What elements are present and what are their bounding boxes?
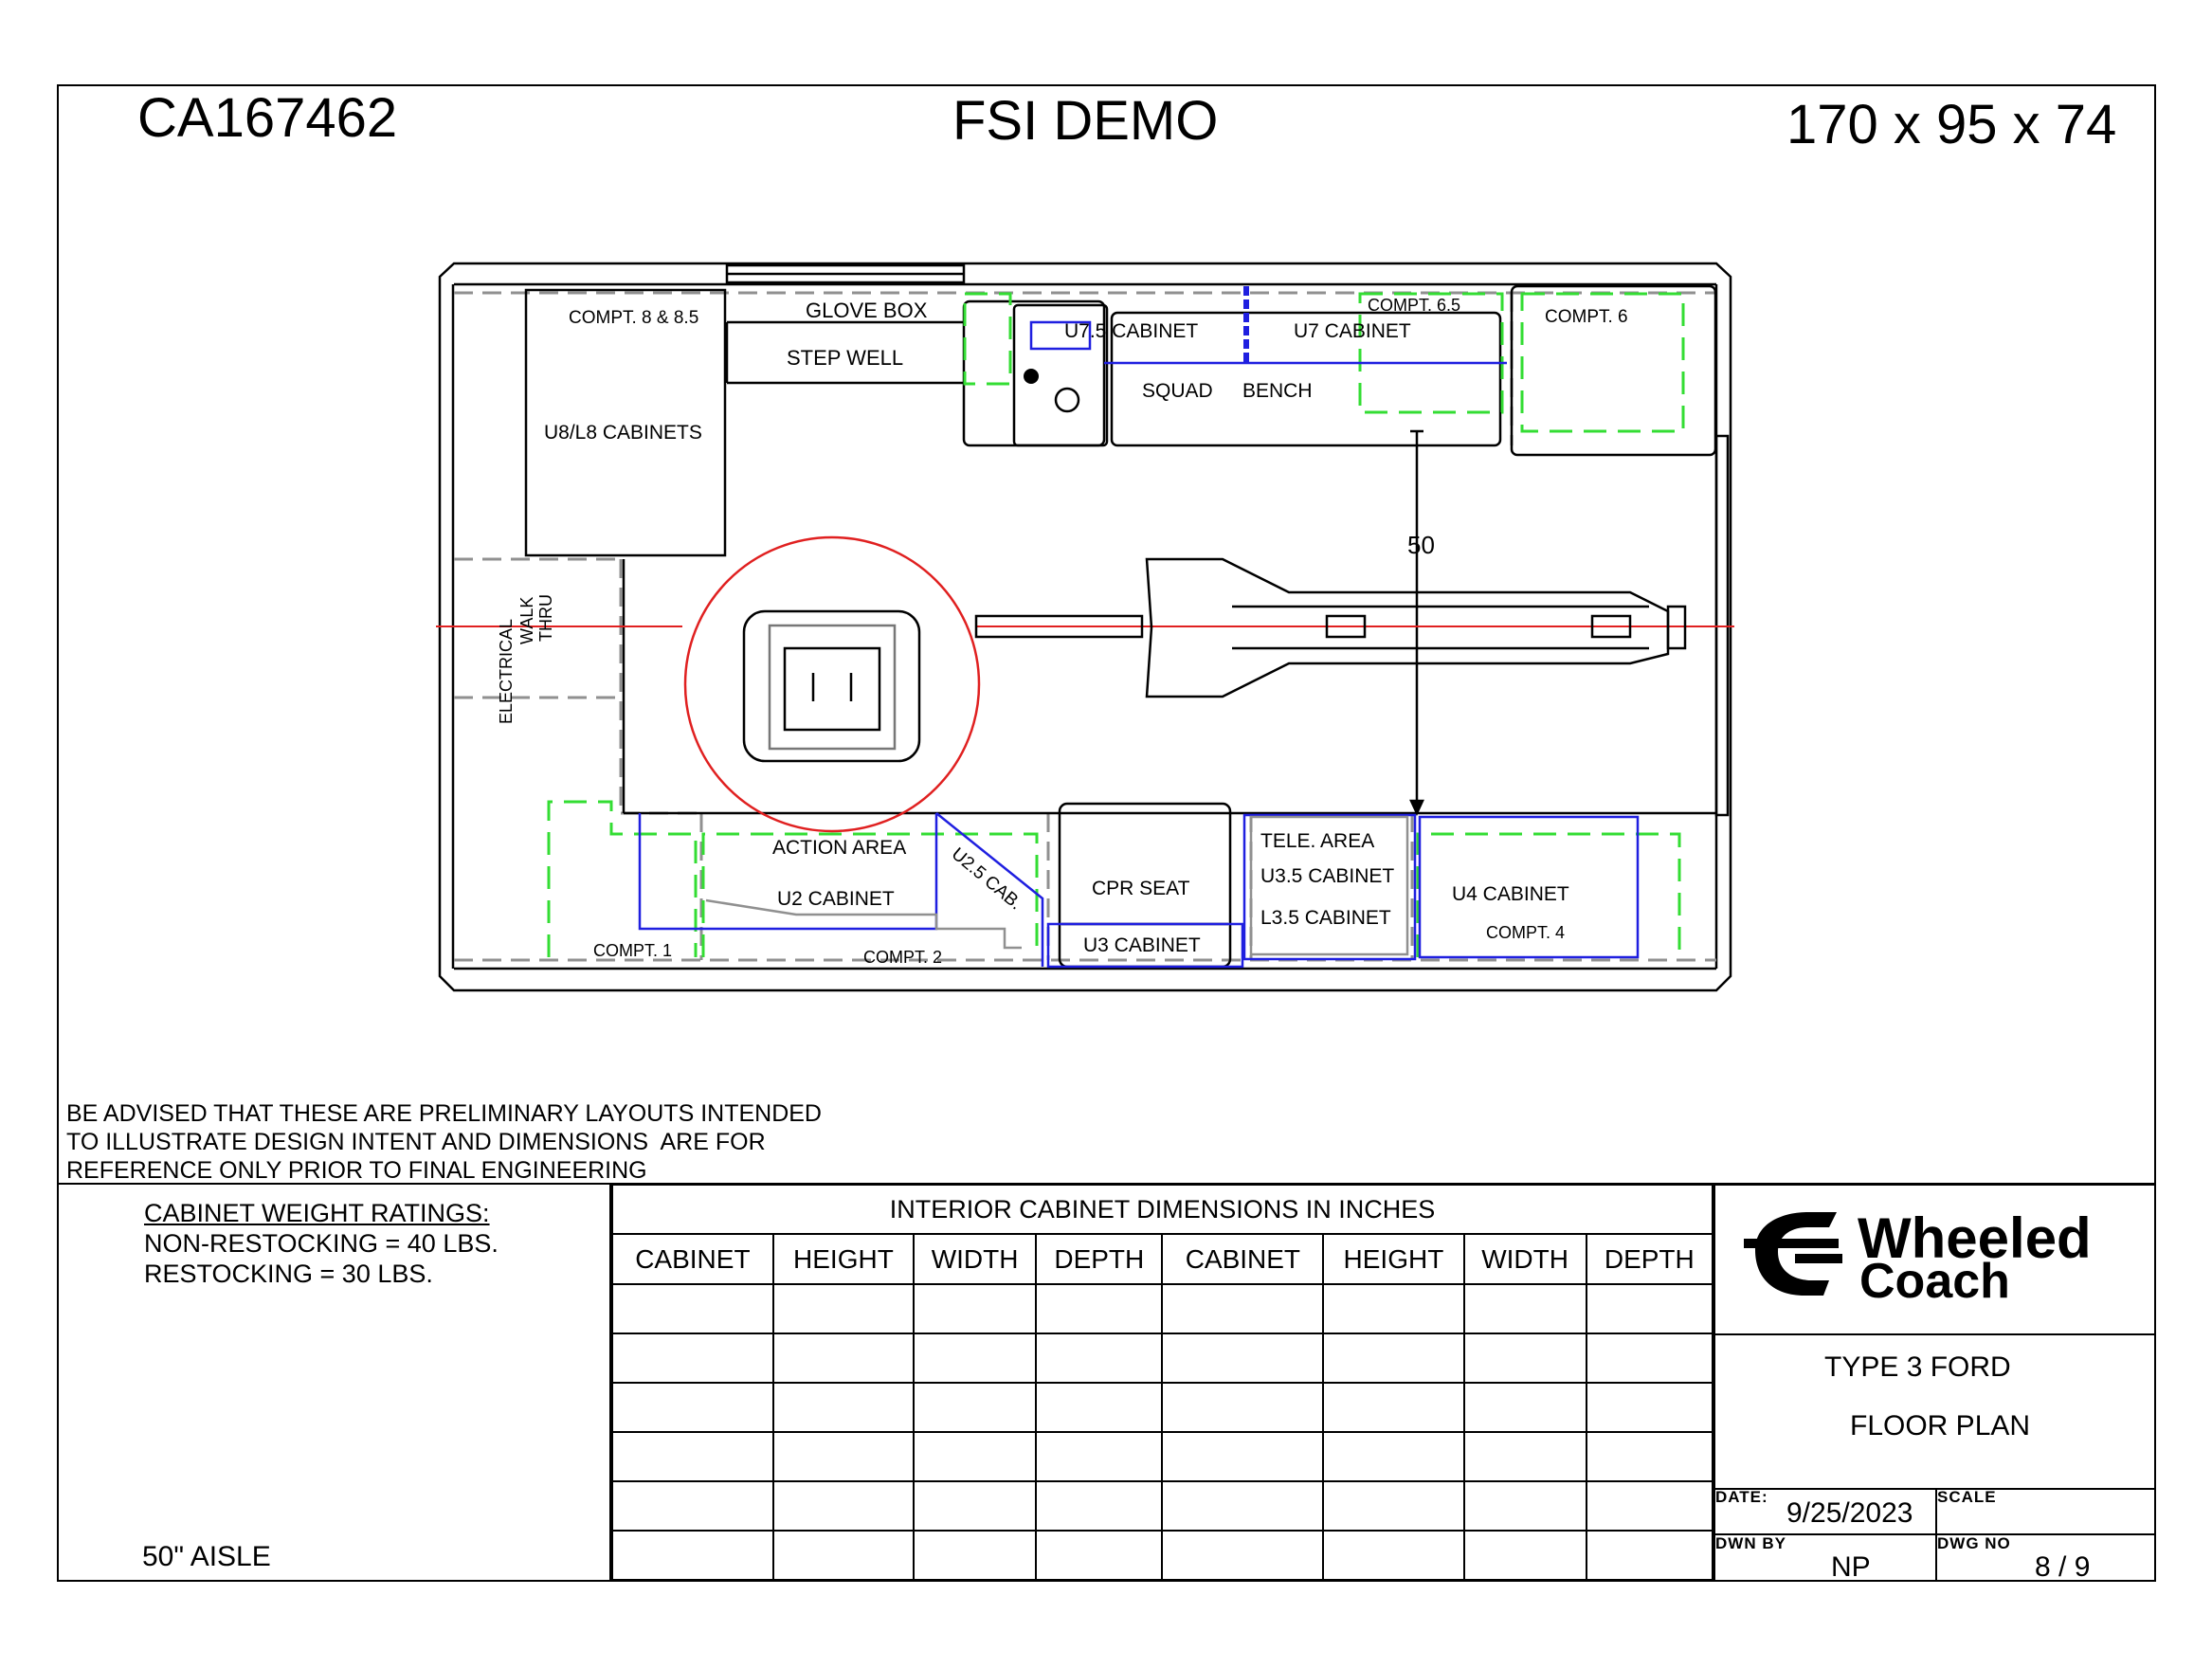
table-cell — [1586, 1481, 1713, 1531]
table-cell — [914, 1383, 1036, 1432]
vehicle-dimensions: 170 x 95 x 74 — [1786, 94, 2117, 155]
u35-label: U3.5 CABINET — [1260, 865, 1395, 887]
u8l8-label: U8/L8 CABINETS — [544, 422, 702, 444]
compt-6-label: COMPT. 6 — [1545, 307, 1628, 327]
table-cell — [1464, 1284, 1586, 1333]
table-cell — [1162, 1531, 1323, 1580]
table-row — [612, 1481, 1713, 1531]
column-header: CABINET — [1162, 1234, 1323, 1284]
table-cell — [1464, 1481, 1586, 1531]
table-cell — [1323, 1333, 1463, 1383]
project-name: FSI DEMO — [952, 90, 1219, 152]
table-row — [612, 1432, 1713, 1481]
table-cell — [1586, 1333, 1713, 1383]
table-title: INTERIOR CABINET DIMENSIONS IN INCHES — [612, 1185, 1713, 1234]
table-cell — [1162, 1383, 1323, 1432]
dwg-no-value: 8 / 9 — [2035, 1551, 2091, 1583]
table-cell — [612, 1383, 773, 1432]
compt-8-label: COMPT. 8 & 8.5 — [569, 308, 699, 328]
table-cell — [1464, 1432, 1586, 1481]
sheet-title: FLOOR PLAN — [1850, 1410, 2031, 1441]
table-cell — [1323, 1481, 1463, 1531]
table-cell — [914, 1531, 1036, 1580]
table-row — [612, 1333, 1713, 1383]
table-cell — [773, 1383, 914, 1432]
vehicle-type: TYPE 3 FORD — [1824, 1351, 2011, 1383]
table-cell — [773, 1531, 914, 1580]
bench-label: BENCH — [1242, 380, 1313, 402]
wheeled-coach-logo — [1715, 1186, 2154, 1333]
u4-label: U4 CABINET — [1452, 883, 1569, 905]
table-cell — [773, 1333, 914, 1383]
table-cell — [1323, 1432, 1463, 1481]
table-cell — [914, 1284, 1036, 1333]
u3-label: U3 CABINET — [1083, 934, 1201, 956]
table-cell — [1586, 1284, 1713, 1333]
table-row — [612, 1531, 1713, 1580]
table-cell — [612, 1531, 773, 1580]
l35-label: L3.5 CABINET — [1260, 907, 1391, 929]
table-row — [612, 1383, 1713, 1432]
column-header: DEPTH — [1036, 1234, 1162, 1284]
table-cell — [914, 1432, 1036, 1481]
drawn-by-label: DWN BY — [1715, 1534, 1786, 1552]
thru-label: THRU — [536, 594, 555, 642]
table-cell — [773, 1432, 914, 1481]
logo-wheeled: Wheeled — [1858, 1206, 2092, 1270]
table-cell — [1036, 1531, 1162, 1580]
u7-label: U7 CABINET — [1294, 320, 1411, 342]
table-cell — [612, 1481, 773, 1531]
table-cell — [1464, 1383, 1586, 1432]
logo-box — [1713, 1184, 2156, 1335]
table-cell — [1036, 1333, 1162, 1383]
table-cell — [612, 1432, 773, 1481]
table-cell — [1586, 1531, 1713, 1580]
aisle-dimension-label: 50 — [1407, 531, 1435, 559]
weight-ratings — [144, 1198, 499, 1289]
non-restocking-rating: NON-RESTOCKING = 40 LBS. — [144, 1229, 499, 1258]
table-cell — [1586, 1432, 1713, 1481]
disclaimer-note: BE ADVISED THAT THESE ARE PRELIMINARY LAYOUTS INTENDED TO ILLUSTRATE DESIGN INTENT AND DIMENSIONS ARE FOR REFERENCE ONLY PRIOR TO FINAL ENGINEERING — [66, 1100, 822, 1184]
drawn-by-value: NP — [1831, 1551, 1871, 1583]
restocking-rating: RESTOCKING = 30 LBS. — [144, 1260, 433, 1288]
compt-1-label: COMPT. 1 — [593, 941, 673, 960]
electrical-label: ELECTRICAL — [497, 618, 516, 724]
u75-label: U7.5 CABINET — [1064, 320, 1199, 342]
table-cell — [1036, 1432, 1162, 1481]
dwg-no-label: DWG NO — [1937, 1534, 2011, 1552]
squad-label: SQUAD — [1142, 380, 1213, 402]
table-cell — [1162, 1481, 1323, 1531]
tele-area-label: TELE. AREA — [1260, 830, 1375, 852]
table-cell — [1323, 1383, 1463, 1432]
compt-65-label: COMPT. 6.5 — [1368, 296, 1461, 315]
table-cell — [1323, 1531, 1463, 1580]
scale-label: SCALE — [1937, 1488, 1997, 1506]
table-cell — [773, 1284, 914, 1333]
aisle-note: 50" AISLE — [142, 1541, 271, 1572]
date-label: DATE: — [1715, 1488, 1768, 1506]
column-header: WIDTH — [1464, 1234, 1586, 1284]
table-cell — [1162, 1432, 1323, 1481]
date-value: 9/25/2023 — [1786, 1497, 1913, 1529]
table-cell — [914, 1333, 1036, 1383]
table-cell — [1162, 1333, 1323, 1383]
table-cell — [1036, 1284, 1162, 1333]
column-header: HEIGHT — [773, 1234, 914, 1284]
table-cell — [1036, 1383, 1162, 1432]
compt-2-label: COMPT. 2 — [863, 948, 943, 967]
table-cell — [612, 1284, 773, 1333]
table-cell — [1464, 1333, 1586, 1383]
column-header: HEIGHT — [1323, 1234, 1463, 1284]
logo-coach: Coach — [1859, 1254, 2010, 1309]
column-header: WIDTH — [914, 1234, 1036, 1284]
u25-label: U2.5 CAB. — [947, 843, 1026, 915]
column-header: CABINET — [612, 1234, 773, 1284]
glove-box-label: GLOVE BOX — [806, 299, 928, 322]
action-area-label: ACTION AREA — [772, 837, 907, 859]
walk-label: WALK — [517, 596, 536, 644]
table-cell — [773, 1481, 914, 1531]
u2-label: U2 CABINET — [777, 888, 895, 910]
table-cell — [1036, 1481, 1162, 1531]
table-cell — [612, 1333, 773, 1383]
table-cell — [1586, 1383, 1713, 1432]
table-cell — [1464, 1531, 1586, 1580]
cabinet-dimensions-table — [611, 1184, 1713, 1581]
column-header: DEPTH — [1586, 1234, 1713, 1284]
table-row — [612, 1284, 1713, 1333]
step-well-label: STEP WELL — [787, 346, 904, 370]
drawing-id: CA167462 — [137, 87, 398, 149]
compt-4-label: COMPT. 4 — [1486, 923, 1566, 942]
weight-ratings-title: CABINET WEIGHT RATINGS: — [144, 1199, 490, 1227]
table-cell — [914, 1481, 1036, 1531]
table-cell — [1162, 1284, 1323, 1333]
table-cell — [1323, 1284, 1463, 1333]
cpr-seat-label: CPR SEAT — [1092, 878, 1190, 899]
